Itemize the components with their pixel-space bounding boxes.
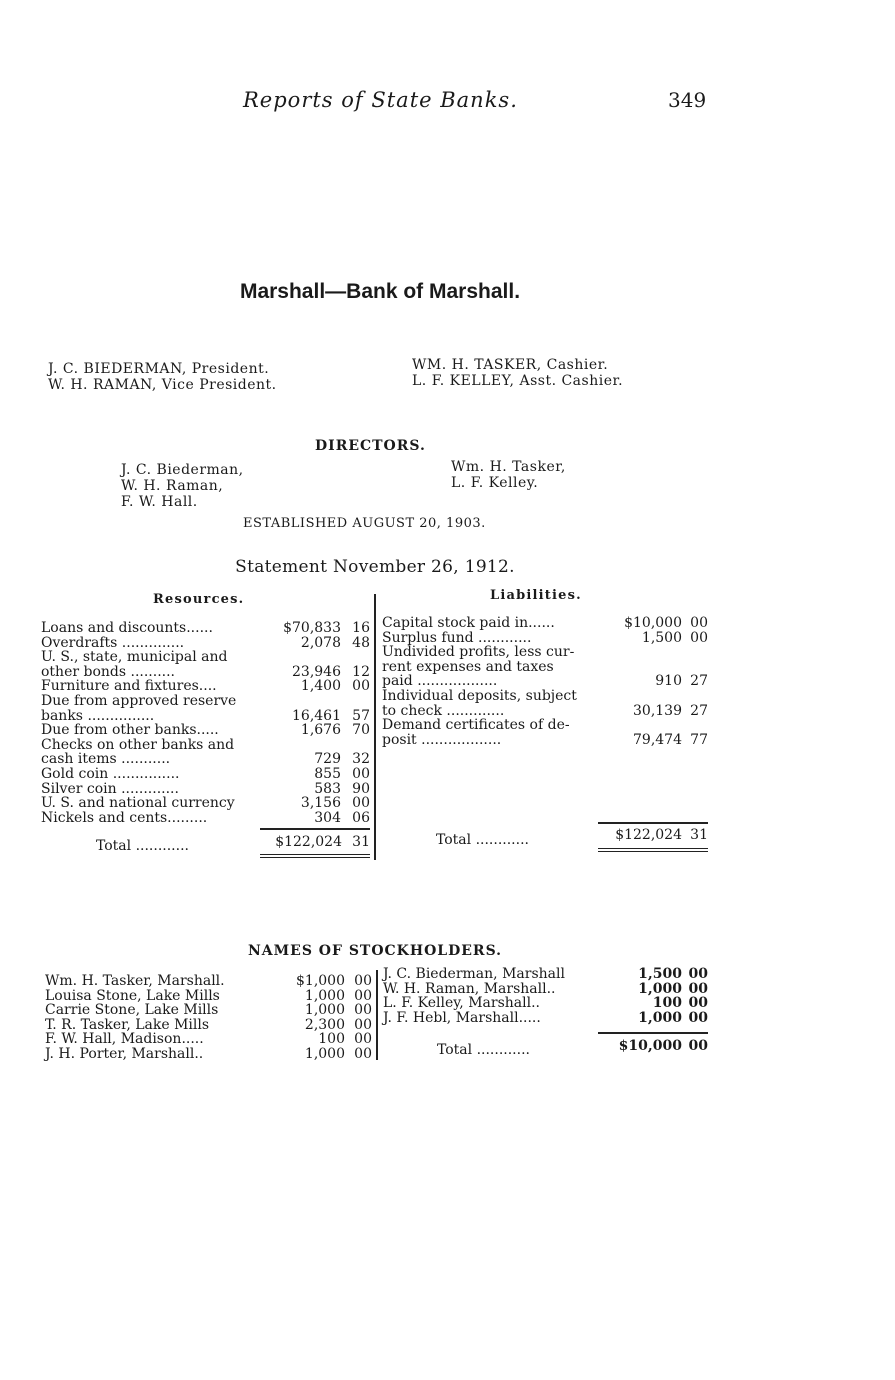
table-row: [382, 689, 712, 704]
resources-table: [41, 621, 371, 825]
row-label: banks ...............: [41, 707, 155, 724]
row-label: to check .............: [382, 702, 505, 719]
row-amount-cents: 00: [688, 966, 708, 982]
established-date: ESTABLISHED AUGUST 20, 1903.: [243, 516, 486, 531]
table-row: [45, 1032, 373, 1047]
row-amount-dollars: 910: [655, 673, 682, 690]
statement-divider: [374, 594, 376, 860]
row-label: L. F. Kelley, Marshall..: [383, 995, 540, 1012]
liabilities-total-label: Total ............: [436, 832, 529, 848]
row-amount-dollars: 100: [652, 995, 682, 1012]
row-amount-dollars: 583: [314, 780, 341, 797]
row-label: Surplus fund ............: [382, 629, 532, 646]
row-label: rent expenses and taxes: [382, 658, 554, 675]
row-amount-cents: 57: [352, 707, 370, 724]
row-amount-dollars: 2,078: [300, 634, 341, 651]
directors-heading: DIRECTORS.: [315, 438, 426, 454]
row-amount-dollars: 729: [314, 751, 341, 768]
row-amount-cents: 00: [354, 1002, 372, 1019]
table-row: [41, 621, 371, 636]
director-name: L. F. Kelley.: [451, 475, 539, 491]
row-label: Furniture and fixtures....: [41, 678, 217, 695]
director-name: W. H. Raman,: [121, 478, 224, 494]
row-amount-cents: 12: [352, 663, 370, 680]
row-amount-dollars: 30,139: [633, 702, 682, 719]
row-amount-cents: 00: [688, 995, 708, 1012]
row-amount-cents: 48: [352, 634, 370, 651]
resources-total-cents: 31: [352, 834, 370, 850]
table-row: [383, 967, 711, 982]
row-label: J. H. Porter, Marshall..: [45, 1045, 204, 1062]
row-label: Carrie Stone, Lake Mills: [45, 1002, 219, 1019]
resources-total-label: Total ............: [96, 838, 189, 854]
resources-total-rule: [260, 828, 370, 830]
row-label: Overdrafts ..............: [41, 634, 185, 651]
table-row: [41, 679, 371, 694]
table-row: [41, 636, 371, 651]
row-amount-cents: 32: [352, 751, 370, 768]
stockholders-total-rule: [598, 1032, 708, 1034]
row-label: Loans and discounts......: [41, 620, 213, 636]
table-row: [41, 709, 371, 724]
running-header-title: Reports of State Banks.: [243, 88, 518, 112]
liabilities-total-rule: [598, 822, 708, 824]
director-name: F. W. Hall.: [121, 494, 198, 510]
row-amount-dollars: 1,000: [304, 1045, 345, 1062]
liabilities-table: [382, 616, 712, 747]
row-amount-cents: 90: [352, 780, 370, 797]
table-row: [382, 645, 712, 660]
row-label: W. H. Raman, Marshall..: [383, 980, 556, 997]
stockholders-left-table: [45, 974, 373, 1062]
row-amount-dollars: 2,300: [304, 1016, 345, 1033]
bank-title: Marshall—Bank of Marshall.: [239, 280, 521, 303]
row-amount-cents: 00: [352, 678, 370, 695]
row-label: J. F. Hebl, Marshall.....: [383, 1009, 541, 1026]
page-number: 349: [668, 88, 707, 112]
liabilities-total-double-rule: [598, 848, 708, 852]
row-amount-cents: 70: [352, 722, 370, 739]
row-amount-dollars: 1,000: [638, 980, 682, 997]
row-label: Gold coin ...............: [41, 765, 180, 782]
row-label: Individual deposits, subject: [382, 687, 577, 704]
row-amount-cents: 27: [690, 673, 708, 690]
row-amount-dollars: 855: [314, 765, 341, 782]
stockholders-total-dollars: $10,000: [618, 1038, 682, 1054]
row-label: Wm. H. Tasker, Marshall.: [45, 973, 225, 989]
table-row: [382, 718, 712, 733]
table-row: [45, 989, 373, 1004]
row-amount-cents: 00: [354, 1045, 372, 1062]
director-name: Wm. H. Tasker,: [451, 459, 566, 475]
table-row: [382, 733, 712, 748]
table-row: [41, 796, 371, 811]
table-row: [383, 982, 711, 997]
row-amount-dollars: 1,000: [304, 1002, 345, 1019]
row-label: paid ..................: [382, 673, 498, 690]
table-row: [41, 665, 371, 680]
row-label: U. S., state, municipal and: [41, 649, 228, 666]
resources-heading: Resources.: [153, 592, 245, 607]
row-amount-dollars: 1,500: [641, 629, 682, 646]
row-amount-cents: 00: [354, 1031, 372, 1048]
row-amount-dollars: 23,946: [292, 663, 341, 680]
row-amount-cents: 00: [688, 980, 708, 997]
row-label: cash items ...........: [41, 751, 171, 768]
row-amount-dollars: $10,000: [624, 615, 682, 631]
table-row: [45, 1003, 373, 1018]
row-label: T. R. Tasker, Lake Mills: [45, 1016, 210, 1033]
row-amount-dollars: $1,000: [296, 973, 345, 989]
row-amount-dollars: 1,500: [638, 966, 682, 982]
row-amount-cents: 00: [354, 973, 372, 989]
row-label: Capital stock paid in......: [382, 615, 555, 631]
table-row: [41, 650, 371, 665]
officer-asst-cashier: L. F. KELLEY, Asst. Cashier.: [412, 373, 624, 389]
row-label: U. S. and national currency: [41, 795, 235, 812]
row-amount-dollars: 1,000: [638, 1009, 682, 1026]
row-amount-dollars: 1,676: [300, 722, 341, 739]
director-name: J. C. Biederman,: [121, 462, 244, 478]
row-label: Due from other banks.....: [41, 722, 219, 739]
row-amount-cents: 06: [352, 809, 370, 826]
row-amount-cents: 27: [690, 702, 708, 719]
officer-president: J. C. BIEDERMAN, President.: [48, 361, 270, 377]
row-amount-cents: 00: [354, 987, 372, 1004]
table-row: [383, 996, 711, 1011]
row-label: Due from approved reserve: [41, 692, 237, 709]
row-label: Louisa Stone, Lake Mills: [45, 987, 220, 1004]
row-label: F. W. Hall, Madison.....: [45, 1031, 204, 1048]
table-row: [41, 694, 371, 709]
table-row: [382, 704, 712, 719]
row-amount-dollars: 79,474: [633, 731, 682, 748]
officers-right: [412, 357, 623, 389]
directors-right: [451, 459, 566, 491]
stockholders-right-table: [383, 967, 711, 1025]
row-label: Checks on other banks and: [41, 736, 235, 753]
row-label: posit ..................: [382, 731, 502, 748]
row-amount-cents: 00: [690, 615, 708, 631]
liabilities-heading: Liabilities.: [490, 588, 582, 603]
statement-title: Statement November 26, 1912.: [235, 557, 515, 577]
officer-vice-president: W. H. RAMAN, Vice President.: [48, 377, 277, 393]
liabilities-total-dollars: $122,024: [615, 827, 682, 843]
row-amount-cents: 00: [352, 795, 370, 812]
row-amount-cents: 16: [352, 620, 370, 636]
officer-cashier: WM. H. TASKER, Cashier.: [412, 357, 609, 373]
row-label: Undivided profits, less cur-: [382, 644, 575, 661]
stockholders-divider: [376, 970, 378, 1060]
liabilities-total-cents: 31: [690, 827, 708, 843]
row-label: Nickels and cents.........: [41, 809, 208, 826]
row-amount-cents: 00: [690, 629, 708, 646]
row-amount-dollars: 1,400: [300, 678, 341, 695]
table-row: [45, 974, 373, 989]
row-label: Demand certificates of de-: [382, 717, 570, 734]
row-amount-cents: 00: [352, 765, 370, 782]
table-row: [383, 1011, 711, 1026]
table-row: [41, 723, 371, 738]
row-amount-dollars: $70,833: [283, 620, 341, 636]
stockholders-total-cents: 00: [688, 1038, 708, 1054]
table-row: [41, 782, 371, 797]
stockholders-heading: NAMES OF STOCKHOLDERS.: [248, 943, 503, 959]
row-amount-dollars: 1,000: [304, 987, 345, 1004]
row-amount-dollars: 100: [318, 1031, 345, 1048]
row-label: Silver coin .............: [41, 780, 179, 797]
table-row: [41, 767, 371, 782]
table-row: [41, 738, 371, 753]
table-row: [382, 631, 712, 646]
table-row: [382, 660, 712, 675]
row-label: J. C. Biederman, Marshall: [383, 966, 565, 982]
row-amount-dollars: 304: [314, 809, 341, 826]
officers-left: [48, 361, 277, 393]
row-label: other bonds ..........: [41, 663, 176, 680]
row-amount-dollars: 16,461: [292, 707, 341, 724]
table-row: [41, 752, 371, 767]
row-amount-dollars: 3,156: [300, 795, 341, 812]
table-row: [382, 616, 712, 631]
table-row: [41, 811, 371, 826]
resources-total-double-rule: [260, 854, 370, 858]
row-amount-cents: 77: [690, 731, 708, 748]
row-amount-cents: 00: [354, 1016, 372, 1033]
directors-left: [121, 462, 244, 510]
table-row: [382, 674, 712, 689]
table-row: [45, 1018, 373, 1033]
stockholders-total-label: Total ............: [437, 1042, 530, 1058]
row-amount-cents: 00: [688, 1009, 708, 1026]
table-row: [45, 1047, 373, 1062]
resources-total-dollars: $122,024: [275, 834, 342, 850]
